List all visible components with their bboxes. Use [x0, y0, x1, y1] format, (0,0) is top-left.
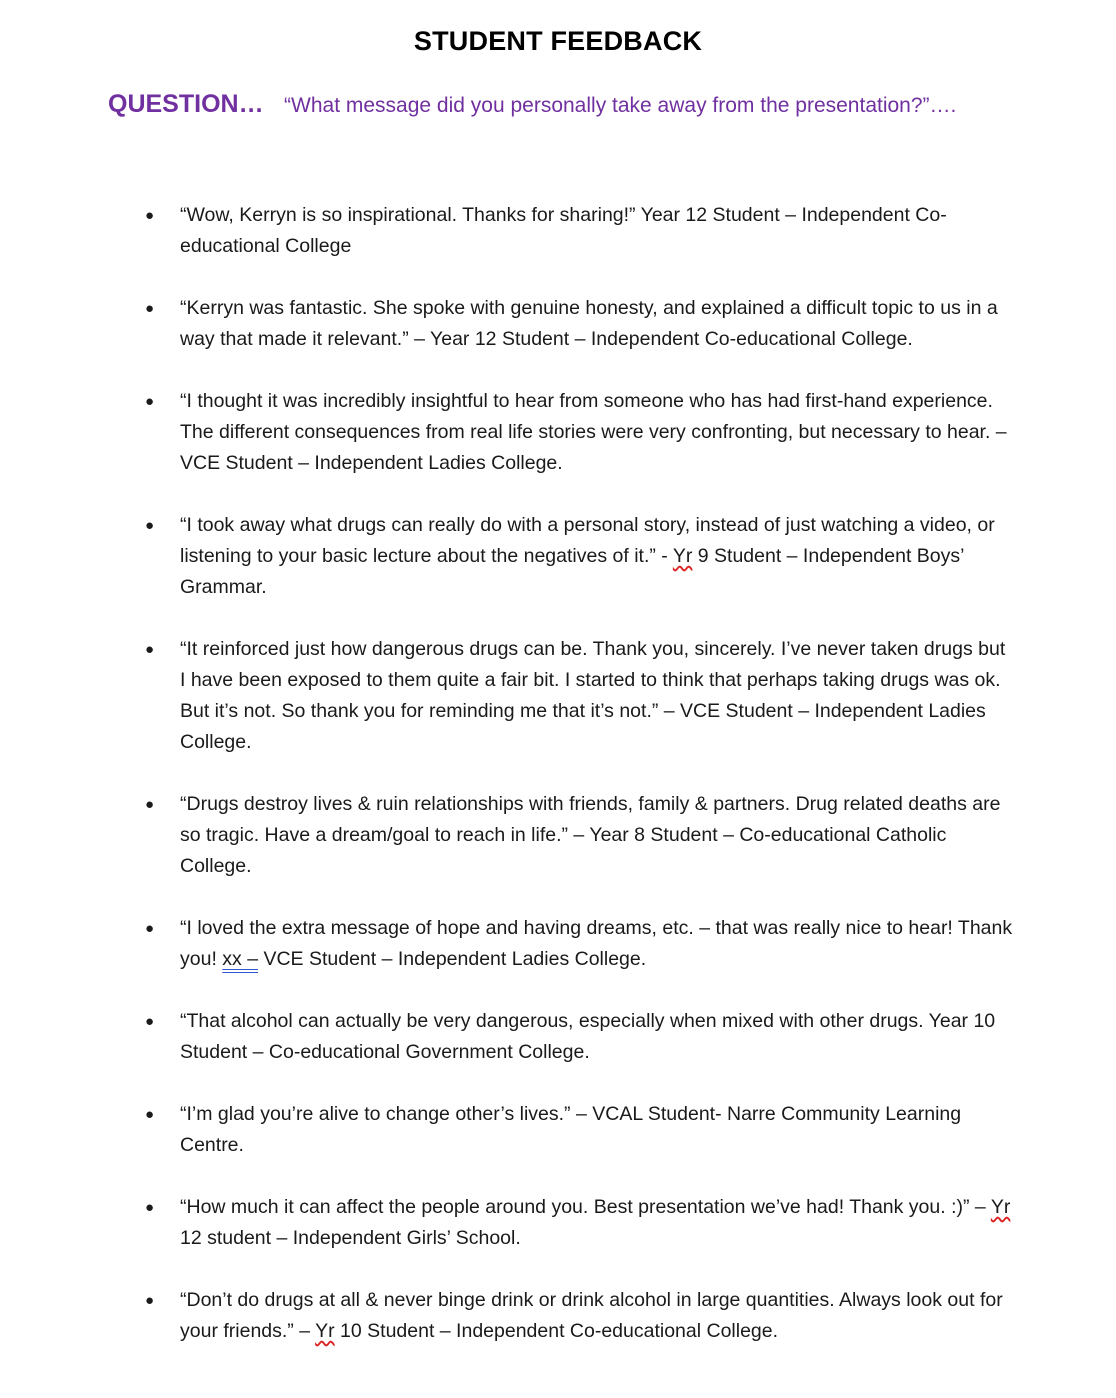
spellcheck-mark: Yr — [990, 1196, 1011, 1218]
feedback-text-part: “How much it can affect the people around you. Best presentation we’ve had! Thank you. :)” – — [180, 1196, 991, 1218]
grammar-mark: xx – — [222, 948, 259, 970]
feedback-text-part: 10 Student – Independent Co-educational College. — [334, 1320, 779, 1342]
bullet-icon: ● — [145, 393, 155, 410]
feedback-text-part: “I loved the extra message of hope and having dreams, etc. – that was really nice to hear! Thank you! — [180, 917, 1013, 970]
feedback-text: “It reinforced just how dangerous drugs can be. Thank you, sincerely. I’ve never taken drugs but I have been exposed to them quite a fair bit. I started to think that perhaps taking drugs was ok. But it’s not. So thank you for reminding me that it’s not.” – VCE Student – Independent Ladies College. — [180, 638, 1006, 753]
spellcheck-mark: Yr — [315, 1320, 335, 1342]
bullet-icon: ● — [145, 920, 155, 937]
feedback-text: “Drugs destroy lives & ruin relationships with friends, family & partners. Drug related deaths are so tragic. Have a dream/goal to reach in life.” – Year 8 Student – Co-educational Catholic College. — [180, 793, 1001, 877]
question-label: QUESTION… — [108, 90, 264, 118]
feedback-item — [0, 510, 1116, 603]
bullet-icon: ● — [145, 207, 155, 224]
feedback-item — [0, 293, 1116, 355]
page-title: STUDENT FEEDBACK — [413, 26, 703, 56]
bullet-icon: ● — [145, 796, 155, 813]
feedback-text — [180, 917, 1012, 970]
feedback-text: “Wow, Kerryn is so inspirational. Thanks for sharing!” Year 12 Student – Independent Co-educational College — [180, 204, 947, 257]
feedback-item — [0, 386, 1116, 479]
feedback-text: “I’m glad you’re alive to change other’s lives.” – VCAL Student- Narre Community Learning Centre. — [180, 1103, 962, 1156]
bullet-icon: ● — [145, 1292, 155, 1309]
feedback-text-part: 12 student – Independent Girls’ School. — [180, 1227, 521, 1249]
feedback-item — [0, 200, 1116, 262]
feedback-item — [0, 1192, 1116, 1254]
feedback-text — [180, 1289, 1003, 1342]
feedback-text — [180, 1196, 1010, 1249]
bullet-icon: ● — [145, 1106, 155, 1123]
feedback-list — [0, 200, 1116, 1378]
bullet-icon: ● — [145, 641, 155, 658]
feedback-text-part: VCE Student – Independent Ladies College. — [258, 948, 647, 970]
feedback-item — [0, 789, 1116, 882]
feedback-item — [0, 913, 1116, 975]
bullet-icon: ● — [145, 1199, 155, 1216]
feedback-item — [0, 1099, 1116, 1161]
feedback-text-part: “I took away what drugs can really do with a personal story, instead of just watching a video, or listening to your basic lecture about the negatives of it.” - — [180, 514, 995, 567]
question-line — [108, 90, 956, 119]
feedback-text-part: “Don’t do drugs at all & never binge drink or drink alcohol in large quantities. Always look out for your friends.” – — [180, 1289, 1003, 1342]
feedback-text: “I thought it was incredibly insightful to hear from someone who has had first-hand experience. The different consequences from real life stories were very confronting, but necessary to hear. – VCE Student – Independent Ladies College. — [180, 390, 1007, 474]
feedback-item — [0, 1285, 1116, 1347]
feedback-item — [0, 634, 1116, 758]
feedback-text-part: 9 Student – Independent Boys’ Grammar. — [180, 545, 964, 598]
bullet-icon: ● — [145, 1013, 155, 1030]
bullet-icon: ● — [145, 300, 155, 317]
feedback-item — [0, 1006, 1116, 1068]
question-text: “What message did you personally take away from the presentation?”…. — [284, 94, 957, 117]
bullet-icon: ● — [145, 517, 155, 534]
feedback-text — [180, 514, 995, 598]
spellcheck-mark: Yr — [672, 545, 693, 567]
feedback-text: “That alcohol can actually be very dangerous, especially when mixed with other drugs. Year 10 Student – Co-educational Government College. — [180, 1010, 996, 1063]
feedback-text: “Kerryn was fantastic. She spoke with genuine honesty, and explained a difficult topic to us in a way that made it relevant.” – Year 12 Student – Independent Co-educational College. — [180, 297, 998, 350]
